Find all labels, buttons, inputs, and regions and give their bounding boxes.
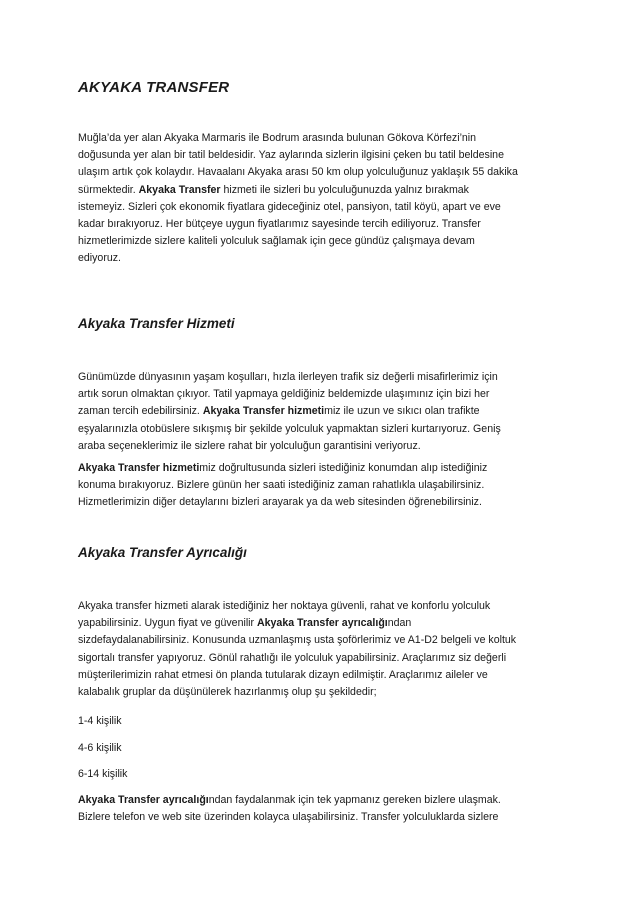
text-line: Bizlere telefon ve web site üzerinden kolayca ulaşabilirsiniz. Transfer yolculuklarda sizlere bbox=[78, 811, 499, 824]
keyword-transfer-ayricaligi: Akyaka Transfer ayrıcalığı bbox=[78, 794, 209, 806]
text-line: konuma bırakıyoruz. Bizlere günün her saati istediğiniz zaman rahatlıkla ulaşabilirsiniz. bbox=[78, 479, 485, 492]
capacity-item: 6-14 kişilik bbox=[78, 768, 128, 780]
hizmeti-paragraph-2 bbox=[78, 460, 556, 512]
body-text: ndan faydalanmak için tek yapmanız gereken bizlere ulaşmak. bbox=[208, 794, 501, 806]
intro-paragraph bbox=[78, 130, 556, 268]
keyword-transfer-ayricaligi: Akyaka Transfer ayrıcalığı bbox=[257, 617, 388, 630]
intro-line: hizmetlerimizde sizlere kaliteli yolculuk sağlamak için gece gündüz çalışmaya devam bbox=[78, 235, 475, 248]
text-line: artık sorun olmaktan çıkıyor. Tatil yapmaya geldiğiniz beldemizde ulaşımınız için bizi her bbox=[78, 388, 490, 401]
section-heading-ayricaligi: Akyaka Transfer Ayrıcalığı bbox=[78, 545, 247, 560]
intro-text: hizmeti ile sizleri bu yolculuğunuzda yalnız bırakmak bbox=[220, 183, 469, 196]
text-line: müşterilerimizin rahat etmesi ön planda tutularak dizayn edilmiştir. Araçlarımız aileler ve bbox=[78, 668, 488, 681]
keyword-akyaka-transfer: Akyaka Transfer bbox=[138, 183, 221, 196]
text-line: eşyalarınızla otobüslere sıkışmış bir şekilde yolculuk yapmaktan sizleri kurtarıyoruz. Geniş bbox=[78, 422, 501, 435]
text-line: sizdefaydalanabilirsiniz. Konusunda uzmanlaşmış usta şoförlerimiz ve A1-D2 belgeli ve koltuk bbox=[78, 634, 517, 647]
keyword-transfer-hizmeti: Akyaka Transfer hizmeti bbox=[78, 462, 200, 474]
body-text: yapabilirsiniz. Uygun fiyat ve güvenilir bbox=[78, 617, 257, 630]
body-text: miz ile uzun ve sıkıcı olan trafikte bbox=[324, 405, 480, 418]
ayricaligi-paragraph-2 bbox=[78, 792, 556, 826]
text-line: sigortalı transfer yapıyoruz. Gönül rahatlığı ile yolculuk yapabilirsiniz. Araçlarımız siz değerli bbox=[78, 651, 507, 664]
intro-line: doğusunda yer alan bir tatil beldesidir. Yaz aylarında sizlerin ilgisini çeken bu tatil beldesine bbox=[78, 149, 504, 162]
text-line bbox=[78, 615, 556, 632]
text-line: araba seçeneklerimiz ile sizlere rahat bir yolculuğun garantisini veriyoruz. bbox=[78, 439, 421, 452]
intro-line: Muğla’da yer alan Akyaka Marmaris ile Bodrum arasında bulunan Gökova Körfezi’nin bbox=[78, 132, 477, 144]
text-line bbox=[78, 403, 556, 420]
body-text: ndan bbox=[387, 617, 412, 630]
keyword-transfer-hizmeti: Akyaka Transfer hizmeti bbox=[202, 405, 325, 418]
intro-line: ediyoruz. bbox=[78, 252, 121, 265]
text-line bbox=[78, 460, 556, 477]
text-line: Hizmetlerimizin diğer detaylarını bizleri arayarak ya da web sitesinden öğrenebilirsiniz. bbox=[78, 496, 482, 509]
text-line: Akyaka transfer hizmeti alarak istediğiniz her noktaya güvenli, rahat ve konforlu yolculuk bbox=[78, 600, 491, 612]
section-heading-hizmeti: Akyaka Transfer Hizmeti bbox=[78, 316, 235, 331]
ayricaligi-paragraph-1 bbox=[78, 598, 556, 701]
document-title: AKYAKA TRANSFER bbox=[78, 79, 230, 96]
body-text: zaman tercih edebilirsiniz. bbox=[78, 405, 203, 418]
text-line bbox=[78, 792, 556, 809]
body-text: miz doğrultusunda sizleri istediğiniz konumdan alıp istediğiniz bbox=[199, 462, 488, 474]
text-line: kalabalık gruplar da düşünülerek hazırlanmış olup şu şekildedir; bbox=[78, 686, 377, 699]
hizmeti-paragraph-1 bbox=[78, 369, 556, 455]
intro-line: ulaşım artık çok kolaydır. Havaalanı Akyaka arası 50 km olup yolculuğunuz yaklaşık 55 dakika bbox=[78, 166, 518, 179]
text-line: Günümüzde dünyasının yaşam koşulları, hızla ilerleyen trafik siz değerli misafirlerimiz için bbox=[78, 371, 498, 383]
capacity-item: 1-4 kişilik bbox=[78, 715, 122, 727]
intro-line: istemeyiz. Sizleri çok ekonomik fiyatlara gideceğiniz otel, pansiyon, tatil köyü, apart ve eve bbox=[78, 200, 501, 213]
intro-text: sürmektedir. bbox=[78, 183, 139, 196]
intro-line bbox=[78, 182, 556, 199]
intro-line: kadar bırakıyoruz. Her bütçeye uygun fiyatlarımız sayesinde tercih ediliyoruz. Transfer bbox=[78, 218, 481, 231]
capacity-item: 4-6 kişilik bbox=[78, 742, 122, 754]
